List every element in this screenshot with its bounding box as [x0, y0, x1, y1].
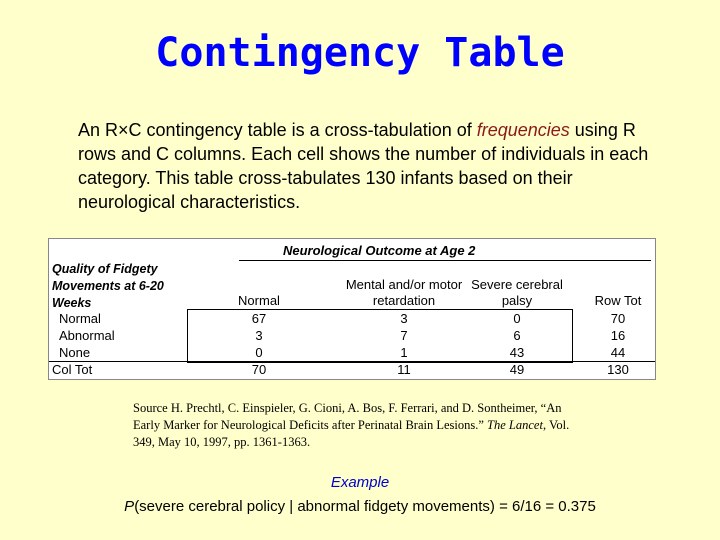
- intro-emphasis: frequencies: [476, 120, 570, 140]
- row-label-col-total: Col Tot: [52, 362, 93, 377]
- slide-title: Contingency Table: [155, 30, 565, 76]
- intro-part2: C contingency table is a cross-tabulation of: [128, 120, 477, 140]
- row-label-normal: Normal: [59, 311, 101, 326]
- quality-header: [52, 261, 164, 312]
- cell: 1: [400, 345, 408, 360]
- intro-part3: using R rows and C columns. Each cell shows the number of individuals in each category. This table cross-tabulates 130 infants based on their neurological characteristics.: [78, 120, 649, 212]
- cell: 44: [610, 345, 626, 360]
- cell: 11: [397, 362, 411, 377]
- quality-header-line1: Quality of Fidgety: [52, 262, 158, 276]
- cell: 49: [509, 362, 525, 377]
- cell: 130: [607, 362, 629, 377]
- cell: 7: [400, 328, 408, 343]
- outcome-header: Neurological Outcome at Age 2: [283, 243, 476, 258]
- cell: 3: [400, 311, 408, 326]
- col-header-row-total: Row Tot: [594, 293, 642, 308]
- cell: 6: [513, 328, 521, 343]
- col-header-normal: Normal: [238, 293, 280, 308]
- row-label-abnormal: Abnormal: [59, 328, 115, 343]
- times-symbol: ×: [118, 120, 129, 140]
- cell: 70: [251, 362, 267, 377]
- contingency-table: [48, 238, 656, 380]
- intro-paragraph: [78, 118, 658, 214]
- col-header-palsy: Severe cerebral palsy: [471, 277, 563, 308]
- cell: 70: [610, 311, 626, 326]
- quality-header-line3: Weeks: [52, 296, 92, 310]
- intro-part1: An R: [78, 120, 119, 140]
- header-rule: [239, 260, 651, 261]
- cell: 43: [509, 345, 525, 360]
- cell: 67: [251, 311, 267, 326]
- formula-text: (severe cerebral policy | abnormal fidgety movements) = 6/16 = 0.375: [134, 498, 596, 515]
- cell: 16: [610, 328, 626, 343]
- probability-symbol: P: [124, 498, 135, 515]
- source-part1: Source H. Prechtl, C. Einspieler, G. Cioni, A. Bos, F. Ferrari, and D. Sontheimer, “An Early Marker for Neurological Deficits after Perinatal Brain Lesions.”: [133, 401, 562, 432]
- source-citation: [133, 400, 573, 451]
- col-header-retardation: Mental and/or motor retardation: [345, 277, 463, 308]
- example-label: Example: [330, 474, 390, 491]
- cell: 0: [513, 311, 521, 326]
- example-formula: [0, 498, 720, 515]
- cell: 0: [255, 345, 263, 360]
- cell: 3: [255, 328, 263, 343]
- source-part2: , Vol. 349, May 10, 1997, pp. 1361-1363.: [133, 418, 570, 449]
- row-label-none: None: [59, 345, 91, 360]
- journal-name: The Lancet: [487, 418, 543, 432]
- quality-header-line2: Movements at 6-20: [52, 279, 164, 293]
